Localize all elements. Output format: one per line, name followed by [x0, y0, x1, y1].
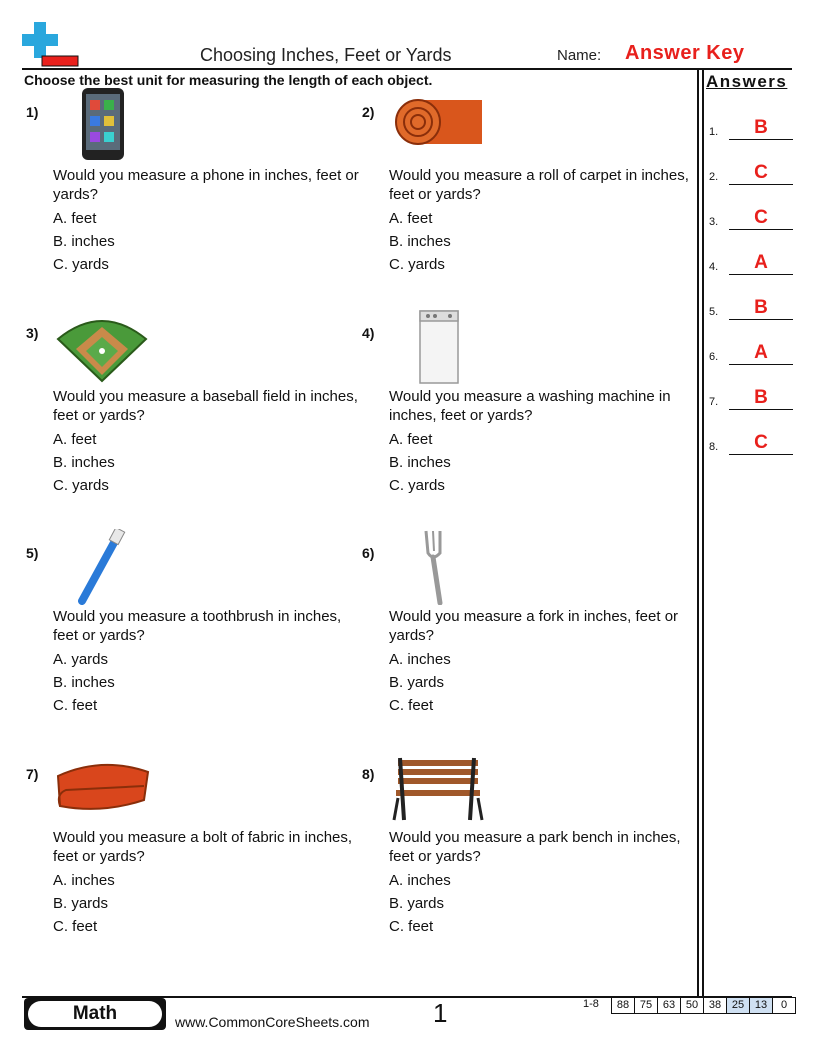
answer-option: A. feet [389, 210, 433, 227]
answer-line [729, 229, 793, 230]
answer-option: C. feet [389, 918, 434, 935]
answer-option: B. yards [53, 895, 109, 912]
score-cell: 63 [657, 998, 680, 1013]
plus-minus-logo-icon [22, 22, 80, 68]
answer-option: A. yards [53, 651, 109, 668]
question-text: Would you measure a phone in inches, feet or yards? [53, 167, 359, 203]
question-number: 5) [26, 545, 39, 561]
answer-option: C. feet [389, 697, 434, 714]
question-number: 4) [362, 325, 375, 341]
answer-number: 2. [709, 171, 719, 183]
answer-number: 6. [709, 351, 719, 363]
answers-title: Answers [706, 72, 788, 91]
question-text: Would you measure a park bench in inches, feet or yards? [389, 829, 681, 865]
answer-option: A. inches [389, 651, 451, 668]
score-table [611, 997, 796, 1014]
question-text: Would you measure a fork in inches, feet or yards? [389, 608, 679, 644]
answer-row [709, 425, 793, 455]
answer-value: C [754, 207, 768, 228]
question-number: 2) [362, 104, 375, 120]
answer-number: 1. [709, 126, 719, 138]
answer-row [709, 290, 793, 320]
answer-value: A [754, 342, 768, 363]
answer-option: B. inches [389, 233, 451, 250]
answer-line [729, 409, 793, 410]
carpet-roll-icon [388, 88, 488, 164]
answer-row [709, 110, 793, 140]
answer-value: A [754, 252, 768, 273]
site-url: www.CommonCoreSheets.com [175, 1014, 370, 1030]
answer-line [729, 454, 793, 455]
answer-value: B [754, 297, 768, 318]
fork-icon [388, 529, 488, 605]
washing-machine-icon [388, 309, 488, 385]
answer-number: 5. [709, 306, 719, 318]
answer-value: C [754, 432, 768, 453]
answer-option: A. inches [53, 872, 115, 889]
answer-row [709, 335, 793, 365]
question-text: Would you measure a roll of carpet in inches, feet or yards? [389, 167, 689, 203]
answer-option: A. feet [53, 210, 97, 227]
question-number: 8) [362, 766, 375, 782]
question-number: 7) [26, 766, 39, 782]
answer-number: 3. [709, 216, 719, 228]
answer-option: A. feet [389, 431, 433, 448]
answer-row [709, 155, 793, 185]
answer-line [729, 319, 793, 320]
score-cell: 75 [634, 998, 657, 1013]
answer-line [729, 184, 793, 185]
answer-option: B. yards [389, 895, 445, 912]
score-cell: 88 [616, 999, 630, 1011]
answer-option: B. inches [53, 674, 115, 691]
answer-option: B. inches [389, 454, 451, 471]
score-cell: 38 [703, 998, 726, 1013]
answer-line [729, 274, 793, 275]
answer-option: C. feet [53, 697, 98, 714]
instructions: Choose the best unit for measuring the length of each object. [24, 72, 433, 88]
fabric-bolt-icon [52, 750, 152, 826]
answer-option: C. feet [53, 918, 98, 935]
score-cell: 13 [749, 998, 772, 1013]
answer-number: 8. [709, 441, 719, 453]
answer-option: C. yards [389, 256, 445, 273]
answer-row [709, 200, 793, 230]
answer-value: C [754, 162, 768, 183]
subject-badge-label: Math [28, 1001, 162, 1027]
answer-line [729, 139, 793, 140]
name-label: Name: [557, 47, 602, 64]
score-cell: 25 [726, 998, 749, 1013]
answer-option: A. feet [53, 431, 97, 448]
answer-option: A. inches [389, 872, 451, 889]
answer-line [729, 364, 793, 365]
answer-option: B. inches [53, 454, 115, 471]
question-text: Would you measure a washing machine in inches, feet or yards? [389, 388, 671, 424]
question-text: Would you measure a bolt of fabric in inches, feet or yards? [53, 829, 353, 865]
baseball-field-icon [52, 309, 152, 385]
answer-row [709, 380, 793, 410]
answer-option: C. yards [389, 477, 445, 494]
answer-value: B [754, 387, 768, 408]
question-text: Would you measure a baseball field in inches, feet or yards? [53, 388, 358, 424]
answer-option: C. yards [53, 477, 109, 494]
answer-value: B [754, 117, 768, 138]
phone-icon [52, 88, 152, 164]
answer-row [709, 245, 793, 275]
park-bench-icon [388, 750, 488, 826]
page-number: 1 [433, 998, 448, 1028]
question-number: 6) [362, 545, 375, 561]
score-cell: 0 [772, 998, 795, 1013]
answer-option: B. inches [53, 233, 115, 250]
score-range-label: 1-8 [583, 998, 599, 1010]
answer-number: 7. [709, 396, 719, 408]
answer-number: 4. [709, 261, 719, 273]
score-cell: 50 [680, 998, 703, 1013]
question-number: 3) [26, 325, 39, 341]
answer-option: C. yards [53, 256, 109, 273]
answers-column-divider [702, 68, 704, 996]
header-divider [22, 68, 792, 70]
question-number: 1) [26, 104, 39, 120]
answer-key-label: Answer Key [625, 42, 745, 64]
toothbrush-icon [52, 529, 152, 605]
page-title: Choosing Inches, Feet or Yards [200, 45, 452, 65]
question-text: Would you measure a toothbrush in inches, feet or yards? [53, 608, 342, 644]
answer-option: B. yards [389, 674, 445, 691]
